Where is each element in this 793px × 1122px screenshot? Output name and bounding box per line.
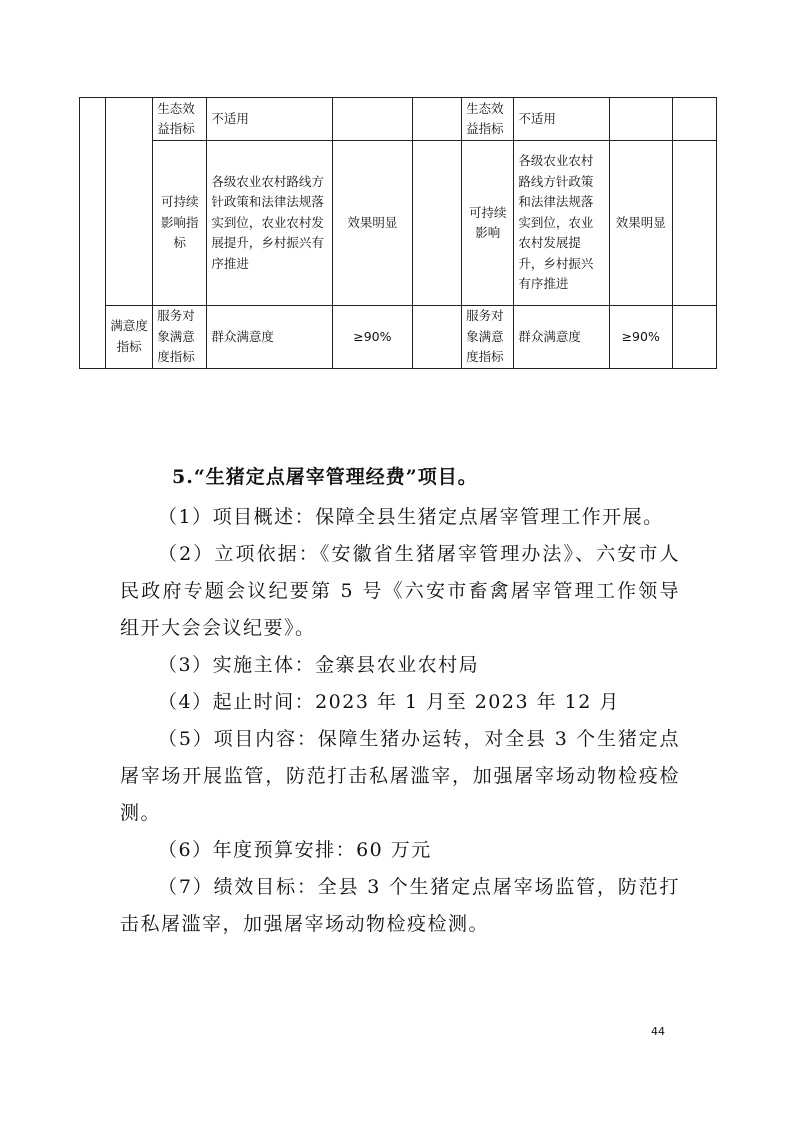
table-row (80, 98, 717, 141)
table-row (80, 306, 717, 369)
paragraph: （6）年度预算安排：60 万元 (158, 839, 432, 861)
paragraph: （7）绩效目标：全县 3 个生猪定点屠宰场监管，防范打击私屠滥宰，加强屠宰场动物检疫检测。 (120, 876, 680, 935)
table-cell (413, 306, 462, 369)
indicator-cell: 生态效益指标 (153, 98, 207, 141)
paragraph: （5）项目内容：保障生猪办运转，对全县 3 个生猪定点屠宰场开展监管，防范打击私屠滥宰，加强屠宰场动物检疫检测。 (120, 728, 680, 824)
table-cell (672, 141, 716, 306)
indicator-cell: 可持续影响 (462, 141, 514, 306)
paragraph: （3）实施主体：金寨县农业农村局 (158, 654, 480, 676)
target-cell: 效果明显 (332, 141, 412, 306)
page-number: 44 (651, 1025, 665, 1038)
target-cell: ≥90% (332, 306, 412, 369)
table-cell (106, 98, 153, 306)
indicator-cell: 服务对象满意度指标 (462, 306, 514, 369)
table-row (80, 141, 717, 306)
table-cell (413, 141, 462, 306)
indicator-cell: 服务对象满意度指标 (153, 306, 207, 369)
section-heading: 5.“生猪定点屠宰管理经费”项目。 (172, 466, 478, 488)
table-cell (672, 98, 716, 141)
paragraph: （1）项目概述：保障全县生猪定点屠宰管理工作开展。 (158, 506, 664, 528)
content-cell: 各级农业农村路线方针政策和法律法规落实到位，农业农村发展提升，乡村振兴有序推进 (207, 141, 332, 306)
table-cell (413, 98, 462, 141)
performance-table (79, 97, 717, 369)
content-cell: 不适用 (514, 98, 609, 141)
indicator-cell: 生态效益指标 (462, 98, 514, 141)
content-cell: 不适用 (207, 98, 332, 141)
paragraph: （2）立项依据：《安徽省生猪屠宰管理办法》、六安市人民政府专题会议纪要第 5 号《六安市畜禽屠宰管理工作领导组开大会会议纪要》。 (120, 543, 680, 639)
table-cell (672, 306, 716, 369)
paragraph: （4）起止时间：2023 年 1 月至 2023 年 12 月 (158, 691, 620, 713)
category-cell: 满意度指标 (106, 306, 153, 369)
content-cell: 群众满意度 (207, 306, 332, 369)
content-cell: 各级农业农村路线方针政策和法律法规落实到位，农业农村发展提升，乡村振兴有序推进 (514, 141, 609, 306)
table-cell (80, 98, 106, 369)
target-cell (609, 98, 672, 141)
target-cell (332, 98, 412, 141)
indicator-cell: 可持续影响指标 (153, 141, 207, 306)
target-cell: 效果明显 (609, 141, 672, 306)
section-body (120, 455, 680, 943)
target-cell: ≥90% (609, 306, 672, 369)
content-cell: 群众满意度 (514, 306, 609, 369)
